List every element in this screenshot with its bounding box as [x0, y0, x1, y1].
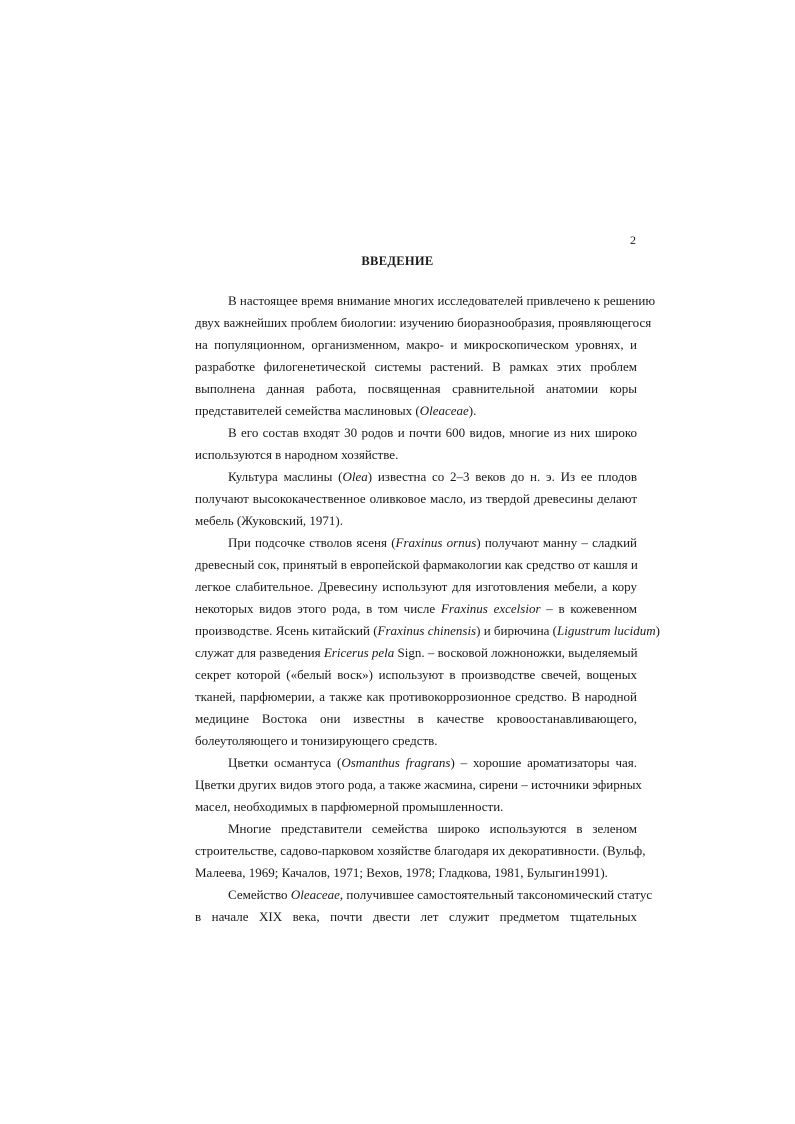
- text-line: медицине Востока они известны в качестве кровоостанавливающего,: [195, 711, 637, 726]
- paragraph: [195, 532, 660, 752]
- text-line: мебель (Жуковский, 1971).: [195, 513, 344, 528]
- text-line: секрет которой («белый воск») используют в производстве свечей, вощеных: [195, 667, 637, 682]
- text-line: Малеева, 1969; Качалов, 1971; Вехов, 1978; Гладкова, 1981, Булыгин1991).: [195, 865, 608, 880]
- text-line: используются в народном хозяйстве.: [195, 447, 399, 462]
- paragraph: [195, 818, 646, 884]
- text-line: В настоящее время внимание многих исследователей привлечено к решению: [228, 293, 656, 308]
- text-line: болеутоляющего и тонизирующего средств.: [195, 733, 438, 748]
- text-line: легкое слабительное. Древесину используют для изготовления мебели, а кору: [195, 579, 637, 594]
- paragraph: [195, 466, 637, 532]
- text-line: Цветки других видов этого рода, а также жасмина, сирени – источники эфирных: [195, 777, 642, 792]
- text-line: древесный сок, принятый в европейской фармакологии как средство от кашля и: [195, 557, 638, 572]
- text-line: строительстве, садово-парковом хозяйстве благодаря их декоративности. (Вульф,: [195, 843, 646, 858]
- paragraph: [195, 290, 656, 422]
- paragraph: [195, 422, 637, 466]
- text-line: в начале XIX века, почти двести лет служит предметом тщательных: [195, 909, 637, 924]
- text-line: получают высококачественное оливковое масло, из твердой древесины делают: [195, 491, 637, 506]
- text-line: производстве. Ясень китайский (Fraxinus chinensis) и бирючина (Ligustrum lucidum): [195, 623, 660, 638]
- text-line: В его состав входят 30 родов и почти 600 видов, многие из них широко: [228, 425, 637, 440]
- text-line: некоторых видов этого рода, в том числе Fraxinus excelsior – в кожевенном: [195, 601, 637, 616]
- text-line: разработке филогенетической системы растений. В рамках этих проблем: [195, 359, 637, 374]
- text-line: При подсочке стволов ясеня (Fraxinus ornus) получают манну – сладкий: [228, 535, 637, 550]
- paragraph: [195, 752, 642, 818]
- text-line: Культура маслины (Olea) известна со 2–3 веков до н. э. Из ее плодов: [228, 469, 637, 484]
- text-line: Цветки османтуса (Osmanthus fragrans) – хорошие ароматизаторы чая.: [228, 755, 638, 770]
- text-line: тканей, парфюмерии, а также как противокоррозионное средство. В народной: [195, 689, 637, 704]
- text-line: выполнена данная работа, посвященная сравнительной анатомии коры: [195, 381, 637, 396]
- document-body: [195, 290, 660, 928]
- text-line: представителей семейства маслиновых (Oleaceae).: [195, 403, 477, 418]
- page-title: ВВЕДЕНИЕ: [361, 254, 434, 268]
- text-line: на популяционном, организменном, макро- и микроскопическом уровнях, и: [195, 337, 637, 352]
- text-line: Многие представители семейства широко используются в зеленом: [228, 821, 637, 836]
- text-line: служат для разведения Ericerus pela Sign. – восковой ложноножки, выделяемый: [195, 645, 638, 660]
- text-line: Семейство Oleaceae, получившее самостоятельный таксономический статус: [228, 887, 653, 902]
- text-line: двух важнейших проблем биологии: изучению биоразнообразия, проявляющегося: [195, 315, 652, 330]
- page-number: 2: [630, 233, 636, 247]
- paragraph: [195, 884, 653, 928]
- text-line: масел, необходимых в парфюмерной промышленности.: [195, 799, 504, 814]
